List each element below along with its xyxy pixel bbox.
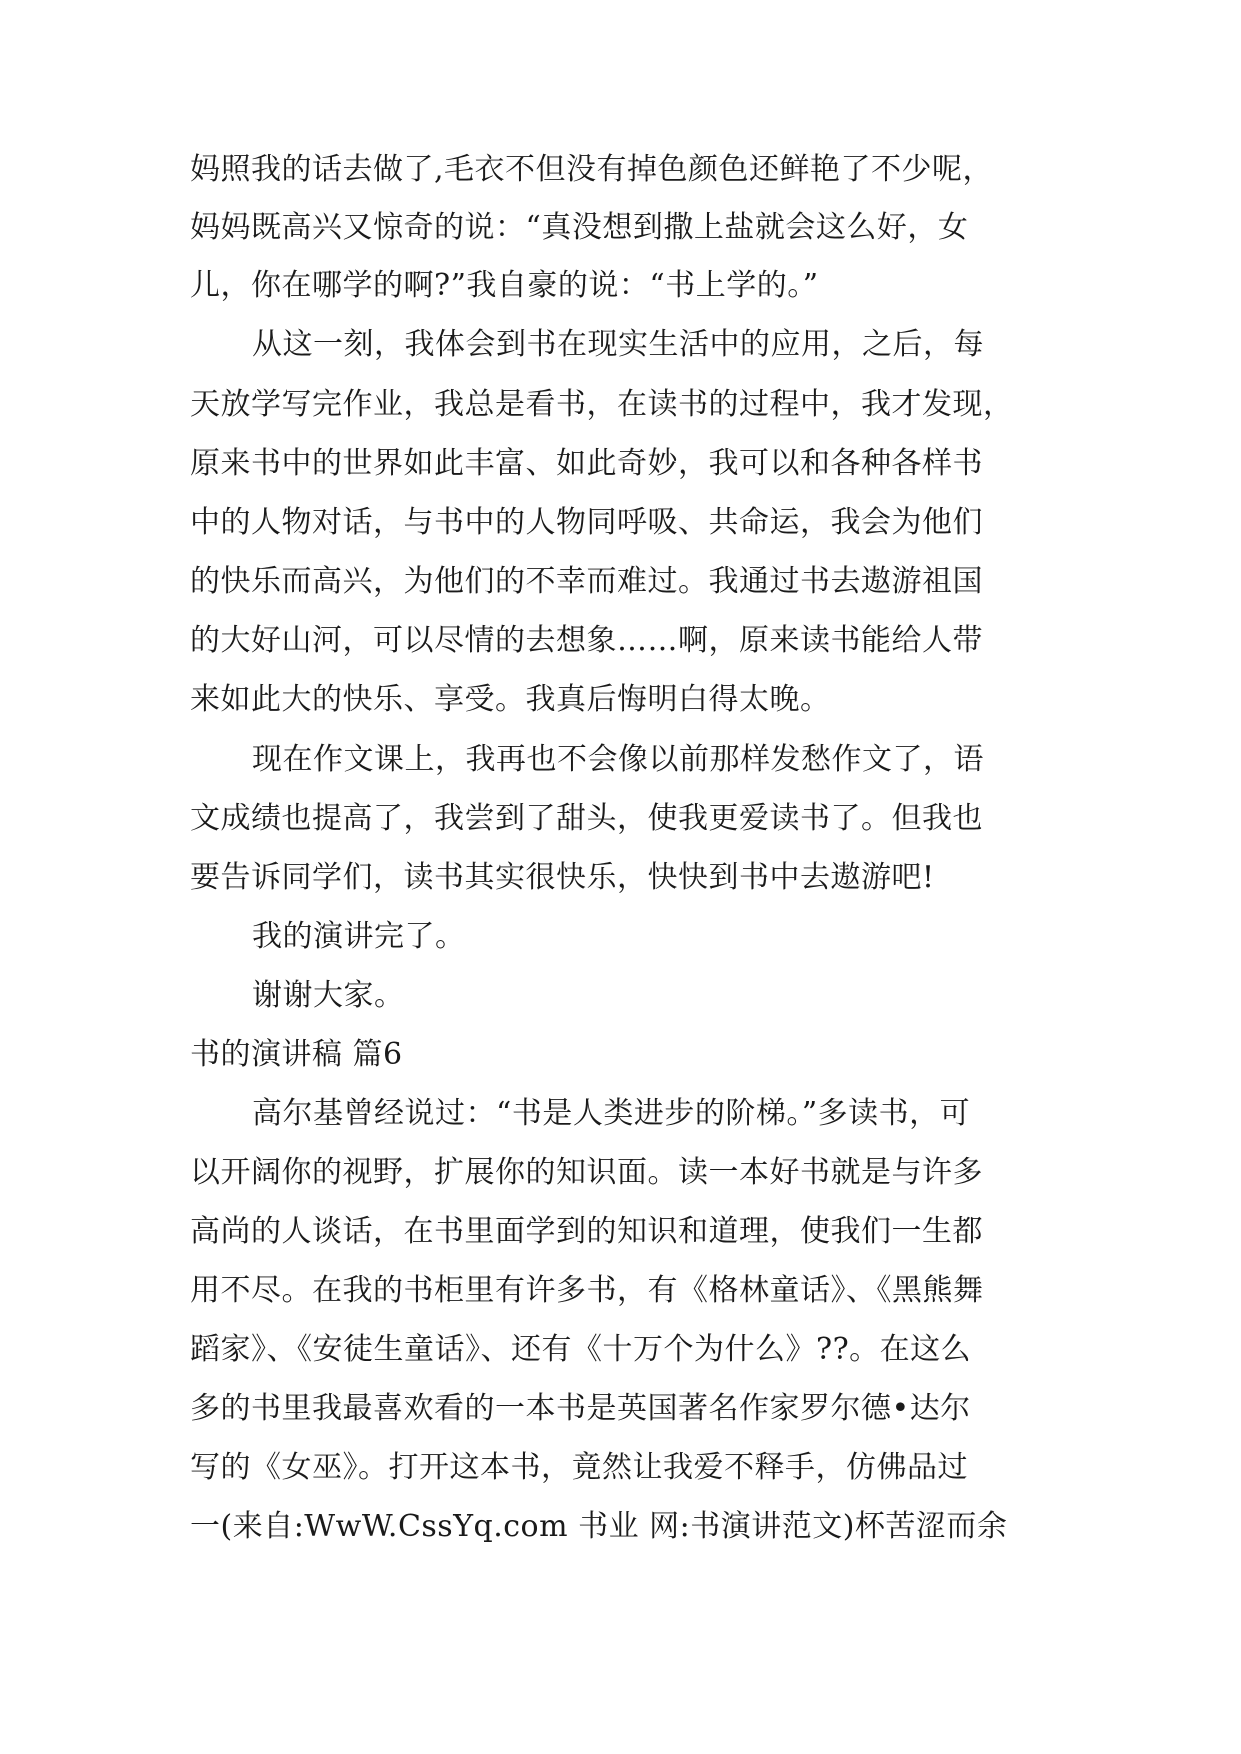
- paragraph-line: 高尔基曾经说过：“书是人类进步的阶梯。”多读书，可: [252, 1096, 971, 1131]
- paragraph-line: 原来书中的世界如此丰富、如此奇妙，我可以和各种各样书: [190, 446, 983, 481]
- paragraph-line: 蹈家》、《安徒生童话》、还有《十万个为什么》??。在这么: [190, 1332, 972, 1367]
- paragraph-line: 以开阔你的视野，扩展你的知识面。读一本好书就是与许多: [190, 1155, 983, 1190]
- paragraph-line: 写的《女巫》。打开这本书，竟然让我爱不释手，仿佛品过: [190, 1450, 968, 1485]
- paragraph-line: 妈照我的话去做了,毛衣不但没有掉色颜色还鲜艳了不少呢，: [190, 152, 994, 187]
- paragraph-line: 谢谢大家。: [252, 978, 405, 1013]
- paragraph-line: 的快乐而高兴，为他们的不幸而难过。我通过书去遨游祖国: [190, 564, 983, 599]
- paragraph-line: 要告诉同学们，读书其实很快乐，快快到书中去遨游吧!: [190, 860, 935, 895]
- paragraph-line: 一(来自:WwW.CssYq.com 书业 网:书演讲范文)杯苦涩而余: [190, 1509, 1008, 1544]
- paragraph-line: 儿，你在哪学的啊?”我自豪的说：“书上学的。”: [190, 268, 819, 303]
- paragraph-line: 妈妈既高兴又惊奇的说：“真没想到撒上盐就会这么好，女: [190, 210, 969, 245]
- paragraph-line: 从这一刻，我体会到书在现实生活中的应用，之后，每: [252, 327, 984, 362]
- paragraph-line: 我的演讲完了。: [252, 919, 466, 954]
- paragraph-line: 现在作文课上，我再也不会像以前那样发愁作文了，语: [252, 742, 984, 777]
- paragraph-line: 中的人物对话，与书中的人物同呼吸、共命运，我会为他们: [190, 505, 983, 540]
- paragraph-line: 天放学写完作业，我总是看书，在读书的过程中，我才发现，: [190, 387, 1014, 422]
- paragraph-line: 来如此大的快乐、享受。我真后悔明白得太晚。: [190, 682, 831, 717]
- section-heading: 书的演讲稿 篇6: [190, 1037, 403, 1072]
- paragraph-line: 用不尽。在我的书柜里有许多书，有《格林童话》、《黑熊舞: [190, 1273, 984, 1308]
- paragraph-line: 高尚的人谈话，在书里面学到的知识和道理，使我们一生都: [190, 1214, 983, 1249]
- paragraph-line: 文成绩也提高了，我尝到了甜头，使我更爱读书了。但我也: [190, 801, 983, 836]
- paragraph-line: 的大好山河，可以尽情的去想象……啊，原来读书能给人带: [190, 623, 983, 658]
- paragraph-line: 多的书里我最喜欢看的一本书是英国著名作家罗尔德•达尔: [190, 1391, 971, 1426]
